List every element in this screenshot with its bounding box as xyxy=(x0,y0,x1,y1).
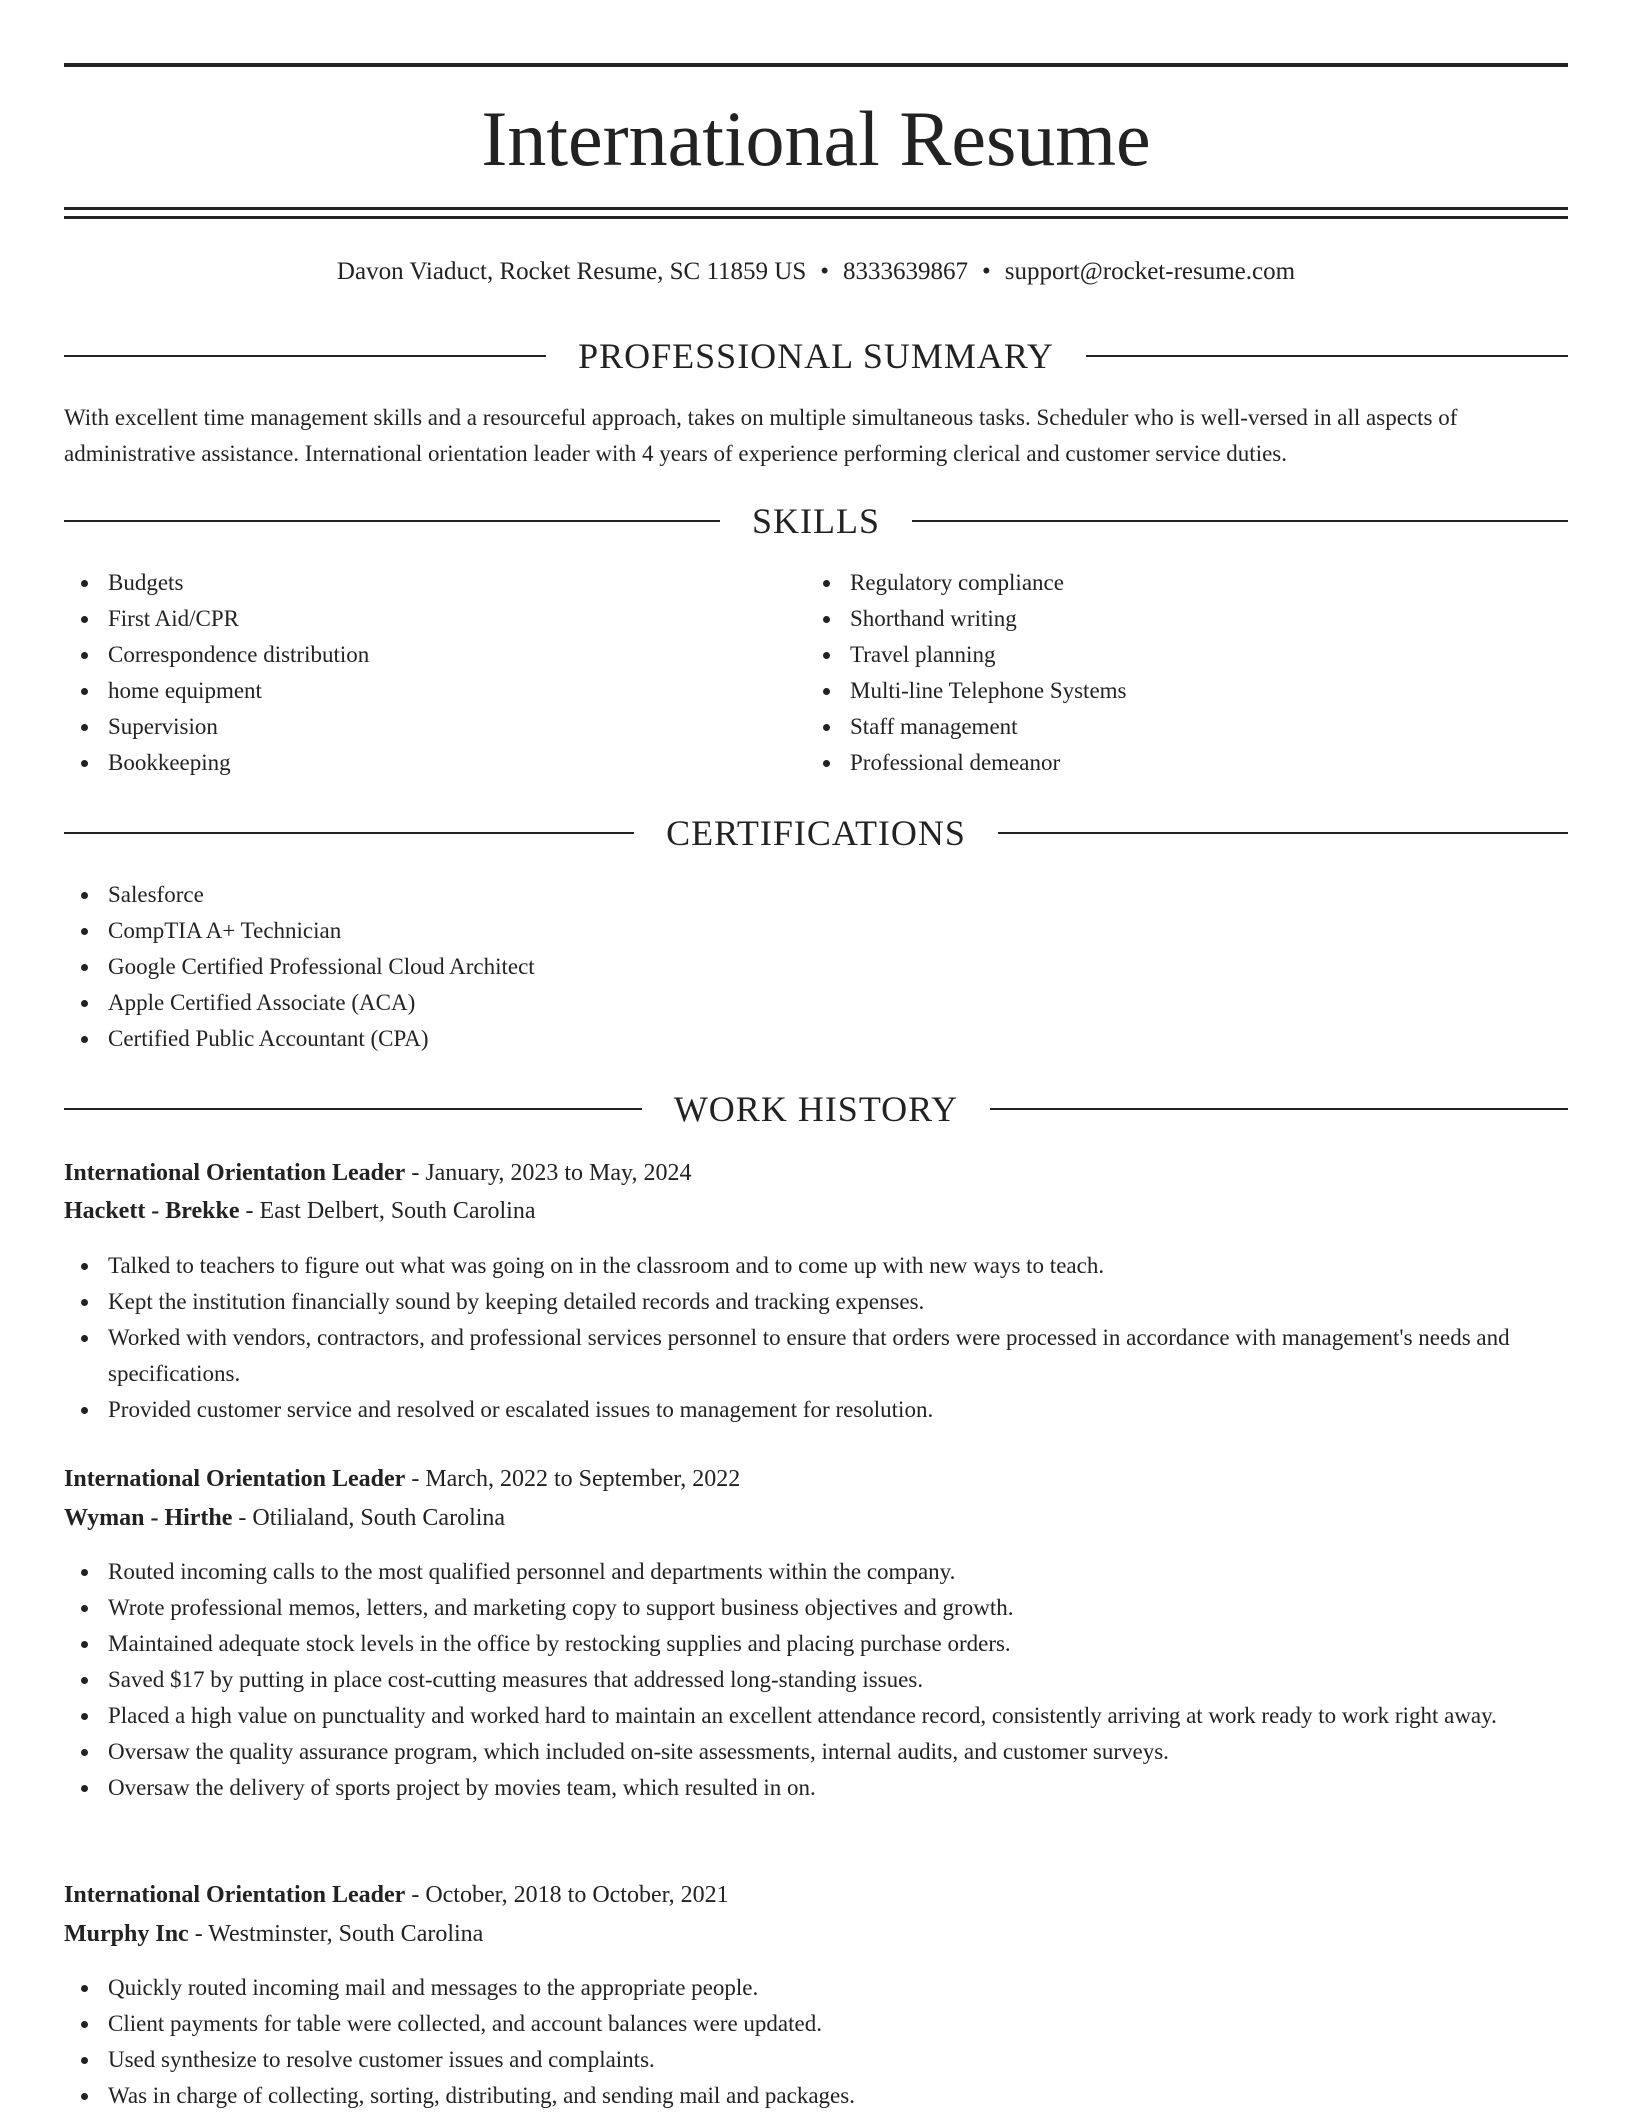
job-bullet: Kept the institution financially sound by keeping detailed records and tracking expenses. xyxy=(64,1284,1568,1320)
contact-email: support@rocket-resume.com xyxy=(1004,258,1296,285)
contact-separator: • xyxy=(820,258,829,285)
job-location: Westminster, South Carolina xyxy=(208,1921,484,1947)
skills-list-left xyxy=(64,565,804,781)
job-dates: October, 2018 to October, 2021 xyxy=(425,1882,729,1908)
skill-item: Professional demeanor xyxy=(806,745,1566,781)
section-heading-text: WORK HISTORY xyxy=(673,1089,959,1129)
contact-address: Davon Viaduct, Rocket Resume, SC 11859 US xyxy=(336,258,807,285)
certification-item: Google Certified Professional Cloud Architect xyxy=(64,949,1568,985)
skill-item: Multi-line Telephone Systems xyxy=(806,673,1566,709)
job-title-line: International Orientation Leader - January, 2023 to May, 2024 xyxy=(64,1160,692,1186)
job-title-line: International Orientation Leader - October, 2018 to October, 2021 xyxy=(64,1882,729,1908)
skill-item: Staff management xyxy=(806,709,1566,745)
heading-rule xyxy=(64,355,546,357)
job-bullet: Oversaw the delivery of sports project by movies team, which resulted in on. xyxy=(64,1770,1568,1806)
section-heading-text: PROFESSIONAL SUMMARY xyxy=(578,336,1054,376)
certification-item: Salesforce xyxy=(64,877,1568,913)
job-bullets xyxy=(64,1554,1568,1806)
job-company-line: Hackett - Brekke - East Delbert, South Carolina xyxy=(64,1198,536,1224)
skill-item: Shorthand writing xyxy=(806,601,1566,637)
contact-separator: • xyxy=(982,258,991,285)
job-company: Wyman - Hirthe xyxy=(64,1505,233,1531)
skill-item: Budgets xyxy=(64,565,804,601)
skills-list-right xyxy=(806,565,1566,781)
job-dates: March, 2022 to September, 2022 xyxy=(425,1466,741,1492)
job-bullet: Oversaw the quality assurance program, which included on-site assessments, internal audits, and customer surveys. xyxy=(64,1734,1568,1770)
job-company: Murphy Inc xyxy=(64,1921,189,1947)
skill-item: Supervision xyxy=(64,709,804,745)
heading-rule xyxy=(998,832,1568,834)
job-title: International Orientation Leader xyxy=(64,1882,406,1908)
heading-rule xyxy=(64,1108,642,1110)
heading-rule xyxy=(912,520,1568,522)
heading-rule xyxy=(64,832,634,834)
heading-rule xyxy=(64,520,720,522)
heading-rule xyxy=(990,1108,1568,1110)
skill-item: Travel planning xyxy=(806,637,1566,673)
certification-item: Apple Certified Associate (ACA) xyxy=(64,985,1568,1021)
job-dates: January, 2023 to May, 2024 xyxy=(425,1160,692,1186)
summary-text: With excellent time management skills and a resourceful approach, takes on multiple simultaneous tasks. Scheduler who is well-versed in all aspects of administrative assistance. International orientation leader with 4 years of experience performing clerical and customer service duties. xyxy=(64,405,1458,466)
section-heading-text: CERTIFICATIONS xyxy=(666,813,966,853)
section-heading-skills xyxy=(64,501,1568,541)
job-location: Otilialand, South Carolina xyxy=(252,1505,506,1531)
job-location: East Delbert, South Carolina xyxy=(259,1198,536,1224)
section-heading-work-history xyxy=(64,1089,1568,1129)
job-company-line: Murphy Inc - Westminster, South Carolina xyxy=(64,1921,484,1947)
job-title: International Orientation Leader xyxy=(64,1160,406,1186)
skill-item: First Aid/CPR xyxy=(64,601,804,637)
skill-item: Bookkeeping xyxy=(64,745,804,781)
job-bullet: Wrote professional memos, letters, and marketing copy to support business objectives and growth. xyxy=(64,1590,1568,1626)
job-title-line: International Orientation Leader - March, 2022 to September, 2022 xyxy=(64,1466,741,1492)
job-bullets xyxy=(64,1970,1568,2114)
skill-item: home equipment xyxy=(64,673,804,709)
job-bullet: Used synthesize to resolve customer issues and complaints. xyxy=(64,2042,1568,2078)
top-rule xyxy=(64,63,1568,67)
job-bullet: Talked to teachers to figure out what was going on in the classroom and to come up with new ways to teach. xyxy=(64,1248,1568,1284)
heading-rule xyxy=(1086,355,1568,357)
skill-item: Regulatory compliance xyxy=(806,565,1566,601)
certification-item: Certified Public Accountant (CPA) xyxy=(64,1021,1568,1057)
job-bullet: Placed a high value on punctuality and worked hard to maintain an excellent attendance record, consistently arriving at work ready to work right away. xyxy=(64,1698,1568,1734)
contact-line xyxy=(64,254,1568,290)
section-heading-summary xyxy=(64,336,1568,376)
resume-title: International Resume xyxy=(481,95,1151,182)
section-heading-text: SKILLS xyxy=(752,501,881,541)
job-company-line: Wyman - Hirthe - Otilialand, South Carolina xyxy=(64,1505,506,1531)
title-rule-lower xyxy=(64,216,1568,219)
job-bullet: Was in charge of collecting, sorting, distributing, and sending mail and packages. xyxy=(64,2078,1568,2114)
job-bullet: Client payments for table were collected, and account balances were updated. xyxy=(64,2006,1568,2042)
job-bullet: Routed incoming calls to the most qualified personnel and departments within the company. xyxy=(64,1554,1568,1590)
section-heading-certifications xyxy=(64,813,1568,853)
job-bullet: Saved $17 by putting in place cost-cutting measures that addressed long-standing issues. xyxy=(64,1662,1568,1698)
job-bullet: Maintained adequate stock levels in the office by restocking supplies and placing purchase orders. xyxy=(64,1626,1568,1662)
job-title: International Orientation Leader xyxy=(64,1466,406,1492)
job-bullet: Provided customer service and resolved or escalated issues to management for resolution. xyxy=(64,1392,1568,1428)
job-bullets xyxy=(64,1248,1568,1428)
title-rule-upper xyxy=(64,207,1568,210)
job-bullet: Worked with vendors, contractors, and professional services personnel to ensure that orders were processed in accordance with management's needs and specifications. xyxy=(64,1320,1568,1392)
certification-item: CompTIA A+ Technician xyxy=(64,913,1568,949)
contact-phone: 8333639867 xyxy=(843,258,968,285)
certifications-list xyxy=(64,877,1568,1057)
job-company: Hackett - Brekke xyxy=(64,1198,240,1224)
job-bullet: Quickly routed incoming mail and messages to the appropriate people. xyxy=(64,1970,1568,2006)
skill-item: Correspondence distribution xyxy=(64,637,804,673)
